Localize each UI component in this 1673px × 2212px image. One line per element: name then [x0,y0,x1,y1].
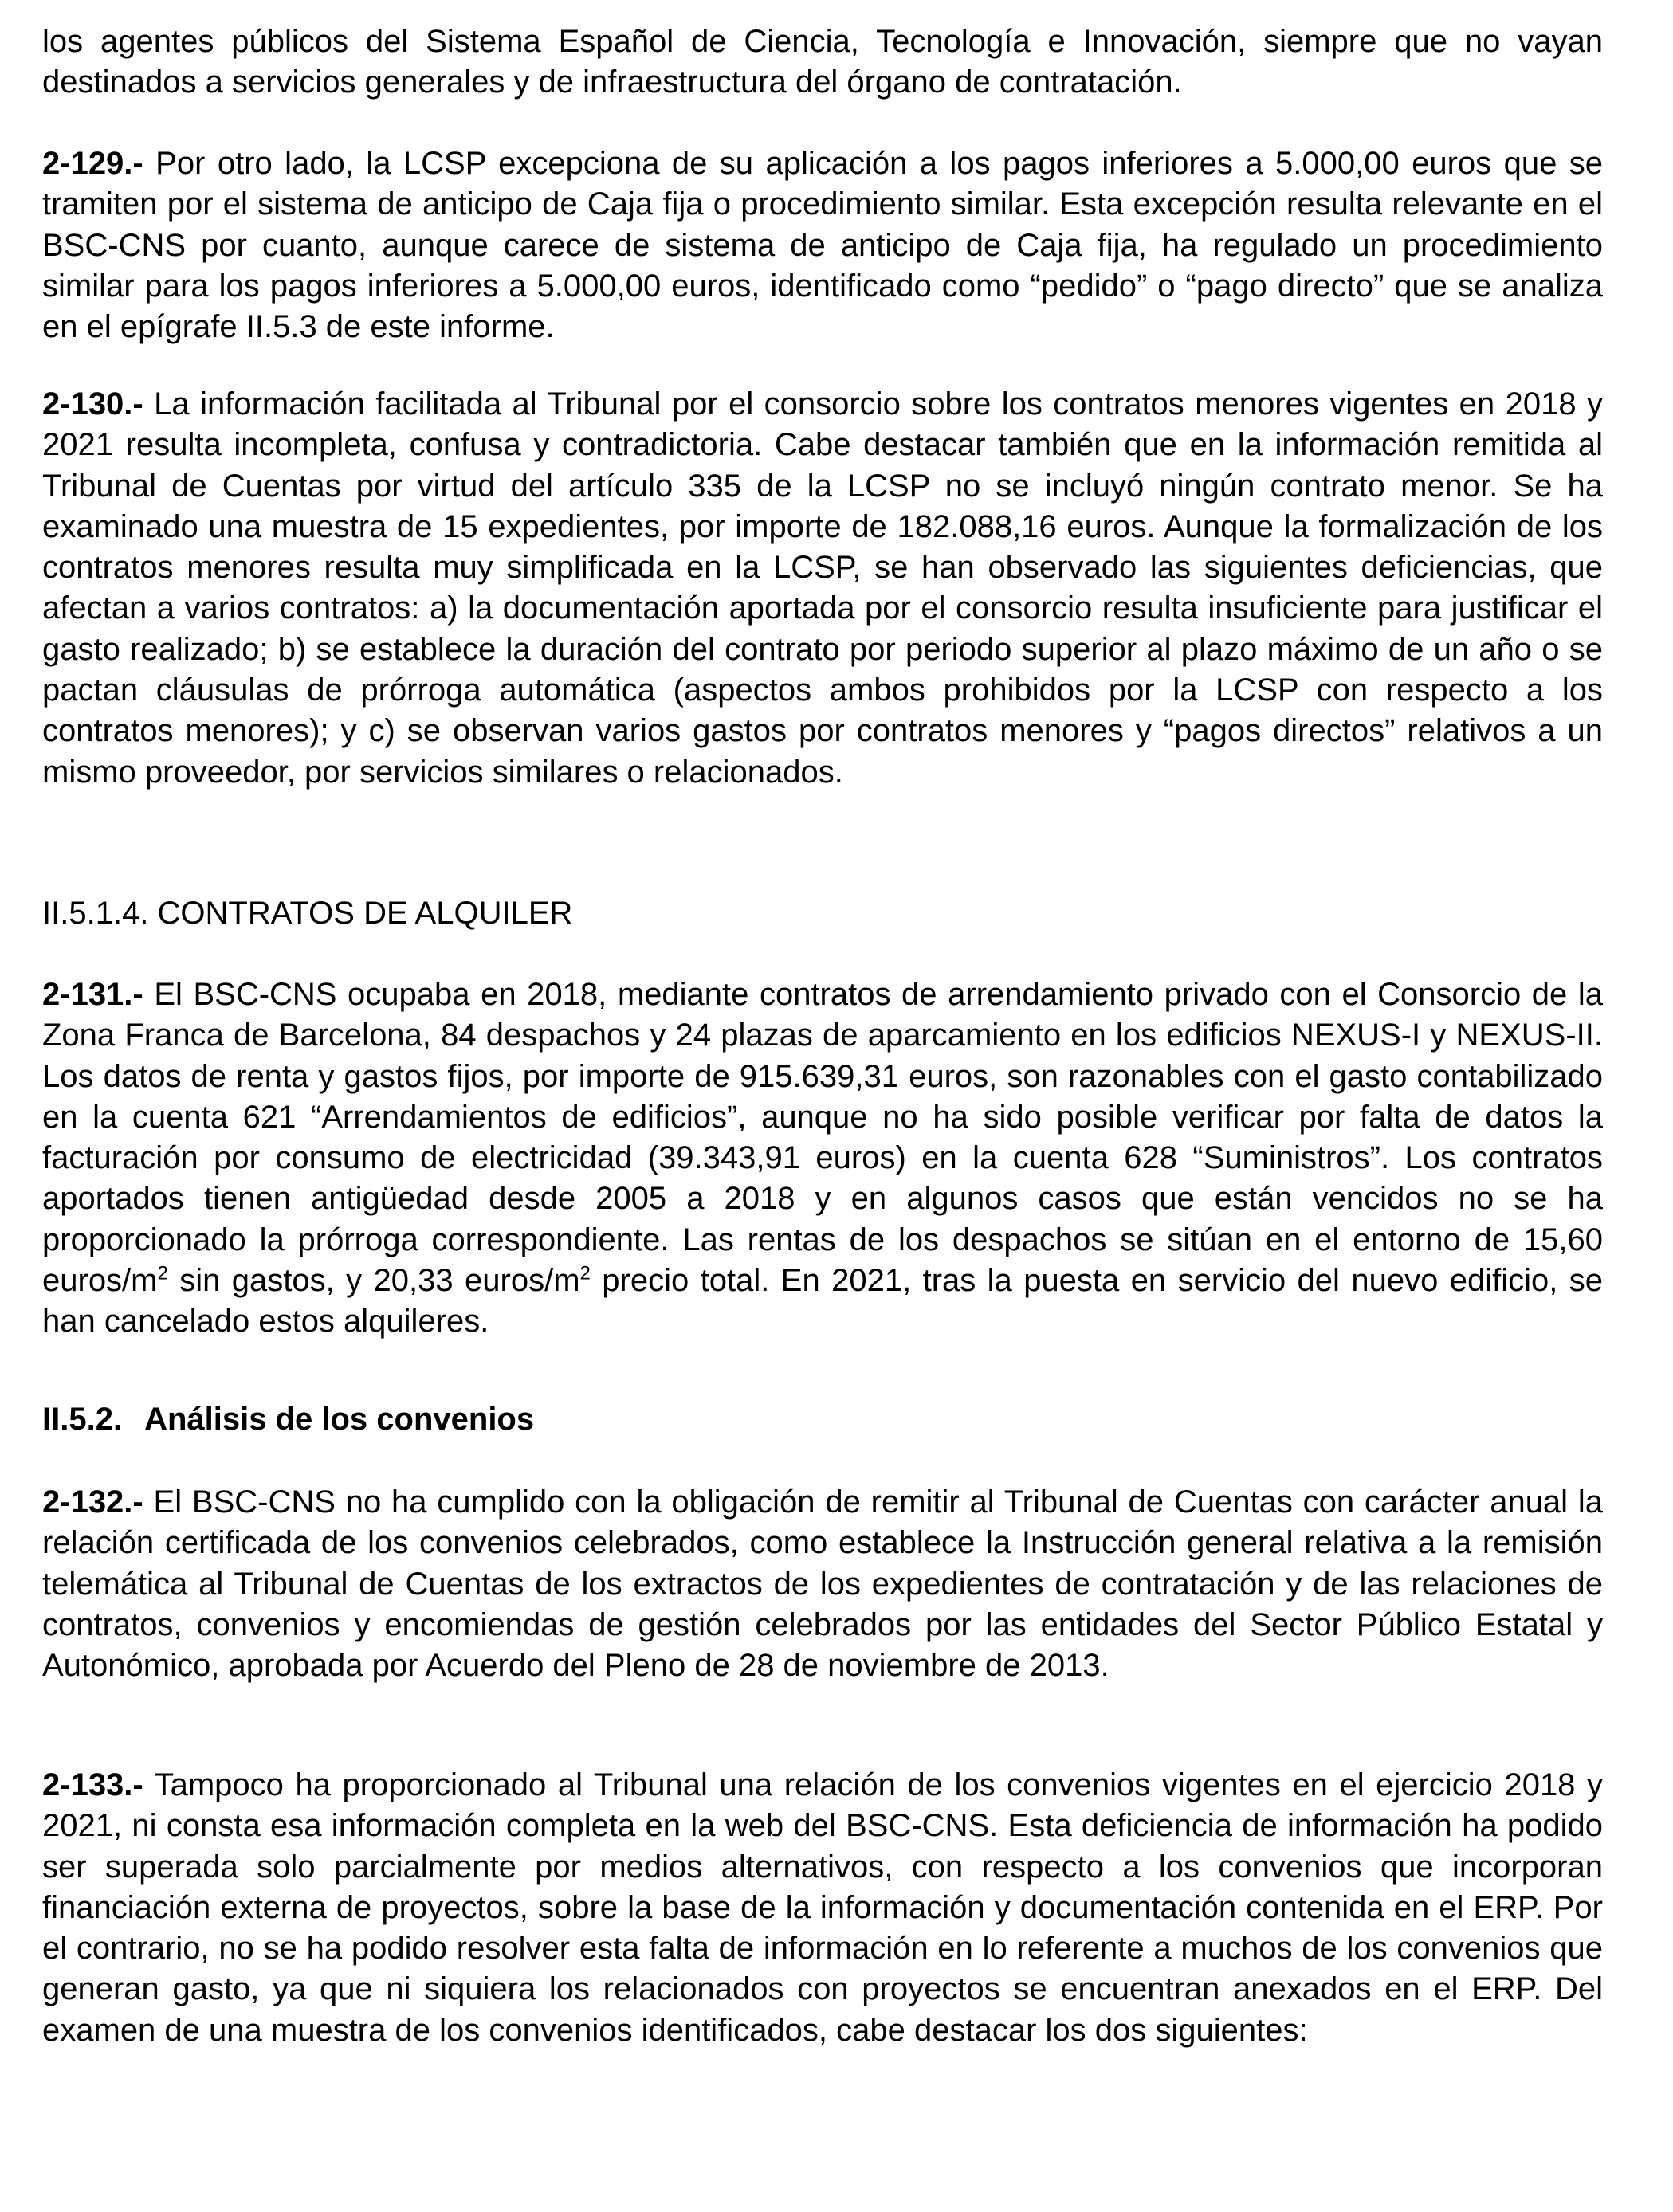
paragraph-number: 2-132.- [42,1484,143,1520]
paragraph-2-130 [42,384,1603,793]
paragraph-2-131 [42,975,1603,1343]
paragraph-number: 2-131.- [42,977,143,1012]
paragraph-2-132 [42,1482,1603,1686]
paragraph-text: precio total. En 2021, tras la puesta en servicio del nuevo edificio, se han cancelado estos alquileres. [42,1263,1603,1339]
paragraph-continuation [42,22,1603,104]
paragraph-number: 2-133.- [42,1767,143,1802]
superscript: 2 [579,1262,591,1284]
paragraph-text: Tampoco ha proporcionado al Tribunal una relación de los convenios vigentes en el ejercicio 2018 y 2021, ni consta esa información completa en la web del BSC-CNS. Esta deficiencia de información ha podido ser superada solo parcialmente por medios alternativos, con respecto a los convenios que incorporan financiación externa de proyectos, sobre la base de la información y documentación contenida en el ERP. Por el contrario, no se ha podido resolver esta falta de información en lo referente a muchos de los convenios que generan gasto, ya que ni siquiera los relacionados con proyectos se encuentran anexados en el ERP. Del examen de una muestra de los convenios identificados, cabe destacar los dos siguientes: [42,1767,1603,2048]
paragraph-text: El BSC-CNS no ha cumplido con la obligación de remitir al Tribunal de Cuentas con carácter anual la relación certificada de los convenios celebrados, como establece la Instrucción general relativa a la remisión telemática al Tribunal de Cuentas de los extractos de los expedientes de contratación y de las relaciones de contratos, convenios y encomiendas de gestión celebrados por las entidades del Sector Público Estatal y Autonómico, aprobada por Acuerdo del Pleno de 28 de noviembre de 2013. [42,1484,1603,1684]
heading-title: Análisis de los convenios [144,1402,535,1437]
section-heading-contratos-alquiler: II.5.1.4. CONTRATOS DE ALQUILER [42,896,573,931]
section-heading-analisis-convenios [42,1399,1603,1440]
superscript: 2 [157,1262,168,1284]
paragraph-text: La información facilitada al Tribunal por el consorcio sobre los contratos menores vigentes en 2018 y 2021 resulta incompleta, confusa y contradictoria. Cabe destacar también que en la información remitida al Tribunal de Cuentas por virtud del artículo 335 de la LCSP no se incluyó ningún contrato menor. Se ha examinado una muestra de 15 expedientes, por importe de 182.088,16 euros. Aunque la formalización de los contratos menores resulta muy simplificada en la LCSP, se han observado las siguientes deficiencias, que afectan a varios contratos: a) la documentación aportada por el consorcio resulta insuficiente para justificar el gasto realizado; b) se establece la duración del contrato por periodo superior al plazo máximo de un año o se pactan cláusulas de prórroga automática (aspectos ambos prohibidos por la LCSP con respecto a los contratos menores); y c) se observan varios gastos por contratos menores y “pagos directos” relativos a un mismo proveedor, por servicios similares o relacionados. [42,386,1603,790]
paragraph-2-129 [42,143,1603,347]
paragraph-text: sin gastos, y 20,33 euros/m [167,1263,580,1299]
paragraph-text: los agentes públicos del Sistema Español de Ciencia, Tecnología e Innovación, siempre que no vayan destinados a servicios generales y de infraestructura del órgano de contratación. [42,24,1603,100]
paragraph-text: El BSC-CNS ocupaba en 2018, mediante contratos de arrendamiento privado con el Consorcio de la Zona Franca de Barcelona, 84 despachos y 24 plazas de aparcamiento en los edificios NEXUS-I y NEXUS-II. Los datos de renta y gastos fijos, por importe de 915.639,31 euros, son razonables con el gasto contabilizado en la cuenta 621 “Arrendamientos de edificios”, aunque no ha sido posible verificar por falta de datos la facturación por consumo de electricidad (39.343,91 euros) en la cuenta 628 “Suministros”. Los contratos aportados tienen antigüedad desde 2005 a 2018 y en algunos casos que están vencidos no se ha proporcionado la prórroga correspondiente. Las rentas de los despachos se sitúan en el entorno de 15,60 euros/m [42,977,1603,1299]
paragraph-number: 2-130.- [42,386,143,422]
paragraph-number: 2-129.- [42,146,143,181]
paragraph-2-133 [42,1765,1603,2051]
heading-number: II.5.2. [42,1402,123,1437]
paragraph-text: Por otro lado, la LCSP excepciona de su aplicación a los pagos inferiores a 5.000,00 euros que se tramiten por el sistema de anticipo de Caja fija o procedimiento similar. Esta excepción resulta relevante en el BSC-CNS por cuanto, aunque carece de sistema de anticipo de Caja fija, ha regulado un procedimiento similar para los pagos inferiores a 5.000,00 euros, identificado como “pedido” o “pago directo” que se analiza en el epígrafe II.5.3 de este informe. [42,146,1603,345]
